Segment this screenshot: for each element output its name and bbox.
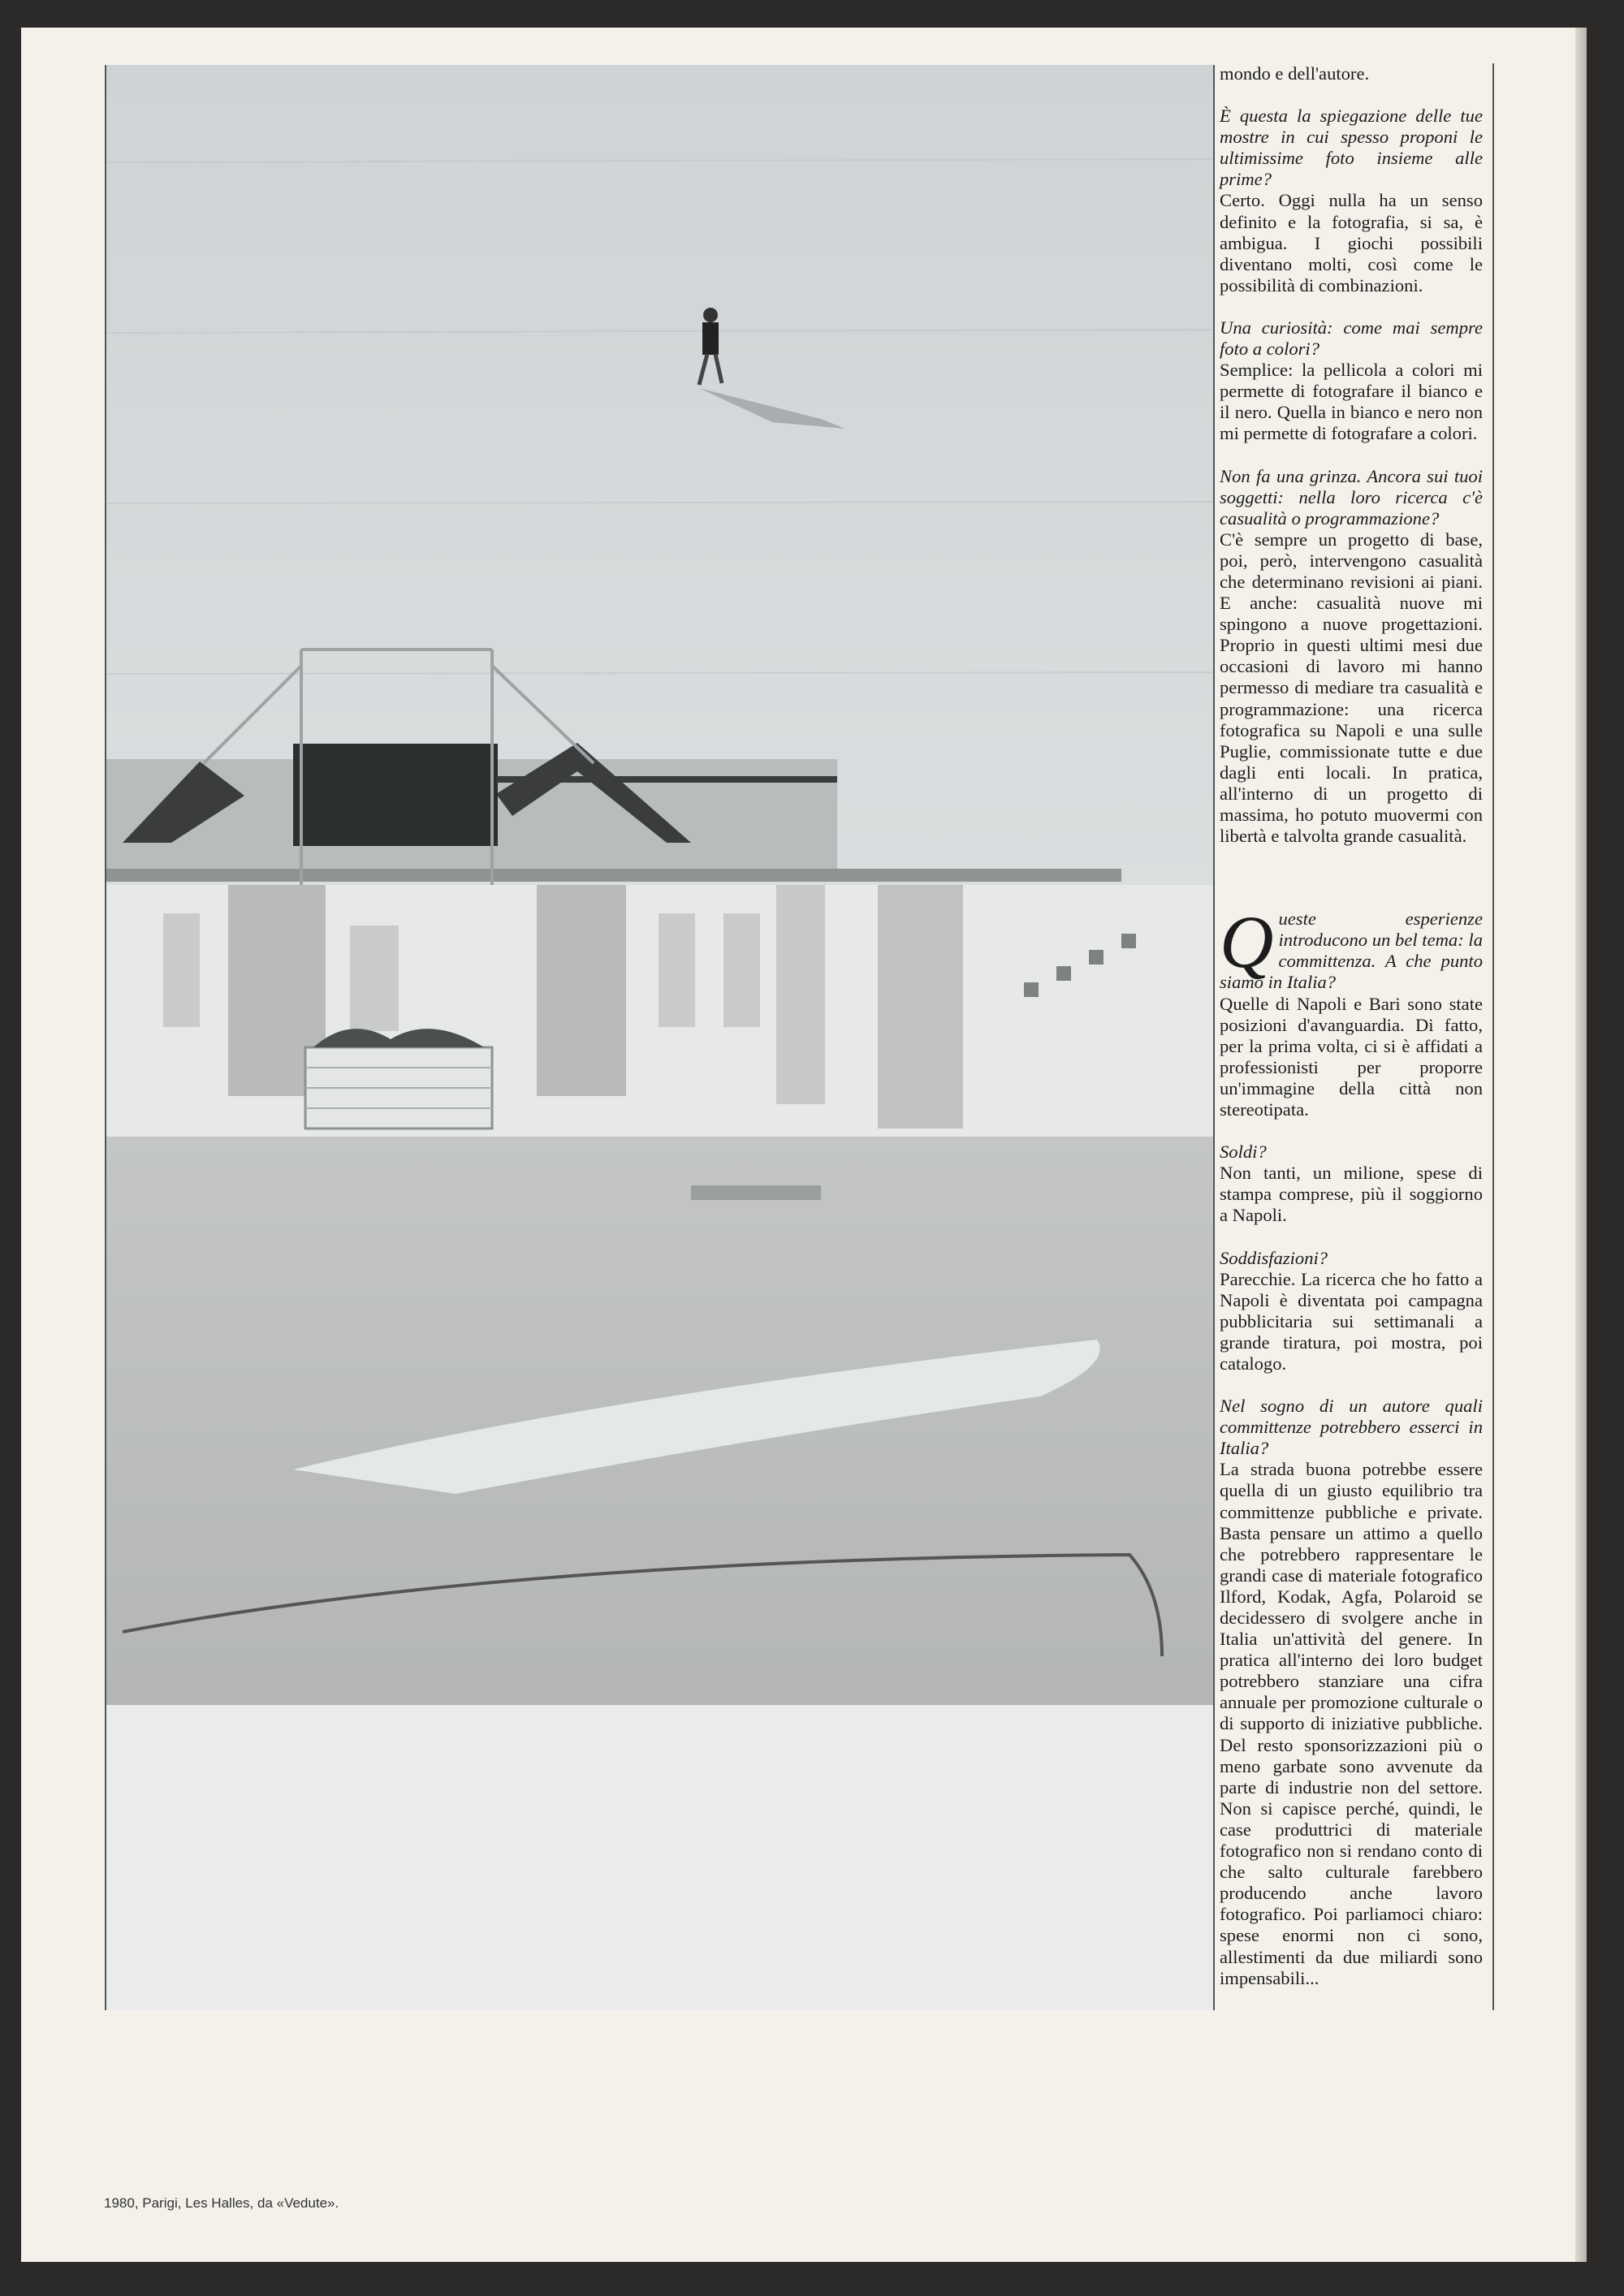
interview-answer: Certo. Oggi nulla ha un senso definito e la fotografia, si sa, è ambigua. I giochi possibili diventano molti, così come le possibilità di combinazioni. bbox=[1220, 190, 1483, 296]
interview-answer: La strada buona potrebbe essere quella di un giusto equilibrio tra committenze pubbliche e private. Basta pensare un attimo a quello che potrebbero rappresentare le grandi case di materiale fotografico Ilford, Kodak, Agfa, Polaroid se decidessero di svolgere anche in Italia un'attività del genere. In pratica all'interno dei loro budget potrebbero stanziare una cifra annuale per promozione culturale o di supporto di iniziative pubbliche. Del resto sponsorizzazioni più o meno garbate sono avvenute da parte di industrie non del settore. Non si capisce perché, quindi, le case produttrici di materiale fotografico non si rendano conto di che salto culturale farebbero producendo anche lavoro fotografico. Poi parliamoci chiaro: spese enormi non ci sono, allestimenti da due miliardi sono impensabili... bbox=[1220, 1459, 1483, 1988]
interview-question: Soddisfazioni? bbox=[1220, 1247, 1328, 1268]
interview-question: Nel sogno di un autore quali committenze potrebbero esserci in Italia? bbox=[1220, 1396, 1483, 1459]
page-edge bbox=[1575, 28, 1587, 2262]
question-text: ueste esperienze introducono un bel tema: la committenza. A che punto siamo in Italia? bbox=[1220, 908, 1483, 993]
photograph bbox=[105, 65, 1215, 2010]
drop-cap: Q bbox=[1220, 900, 1274, 984]
interview-column bbox=[1220, 63, 1494, 2010]
interview-question: È questa la spiegazione delle tue mostre in cui spesso proponi le ultimissime foto insieme alle prime? bbox=[1220, 106, 1483, 190]
interview-answer: Non tanti, un milione, spese di stampa comprese, più il soggiorno a Napoli. bbox=[1220, 1163, 1483, 1226]
interview-answer: C'è sempre un progetto di base, poi, però, intervengono casualità che determinano revisioni ai piani. E anche: casualità nuove mi spingono a nuove progettazioni. Proprio in questi ultimi mesi due occasioni di lavoro mi hanno permesso di mediare tra casualità e programmazione: una ricerca fotografica su Napoli e una sulle Puglie, commissionate tutte e due dagli enti locali. In pratica, all'interno di un progetto di massima, ho potuto muovermi con libertà e talvolta grande casualità. bbox=[1220, 529, 1483, 847]
interview-question bbox=[1220, 900, 1483, 993]
photo-caption: 1980, Parigi, Les Halles, da «Vedute». bbox=[104, 2195, 339, 2211]
interview-question: Soldi? bbox=[1220, 1142, 1267, 1163]
interview-question: Una curiosità: come mai sempre foto a colori? bbox=[1220, 317, 1483, 360]
interview-question: Non fa una grinza. Ancora sui tuoi soggetti: nella loro ricerca c'è casualità o programmazione? bbox=[1220, 465, 1483, 529]
interview-answer: Parecchie. La ricerca che ho fatto a Napoli è diventata poi campagna pubblicitaria sui settimanali a grande tiratura, poi mostra, poi catalogo. bbox=[1220, 1268, 1483, 1374]
interview-answer: Semplice: la pellicola a colori mi permette di fotografare il bianco e il nero. Quella in bianco e nero non mi permette di fotografare a colori. bbox=[1220, 360, 1483, 444]
interview-answer: Quelle di Napoli e Bari sono state posizioni d'avanguardia. Di fatto, per la prima volta, ci si è affidati a professionisti per proporre un'immagine della città non stereotipata. bbox=[1220, 993, 1483, 1120]
photograph-drawing bbox=[106, 65, 1213, 2010]
interview-answer: mondo e dell'autore. bbox=[1220, 63, 1370, 84]
